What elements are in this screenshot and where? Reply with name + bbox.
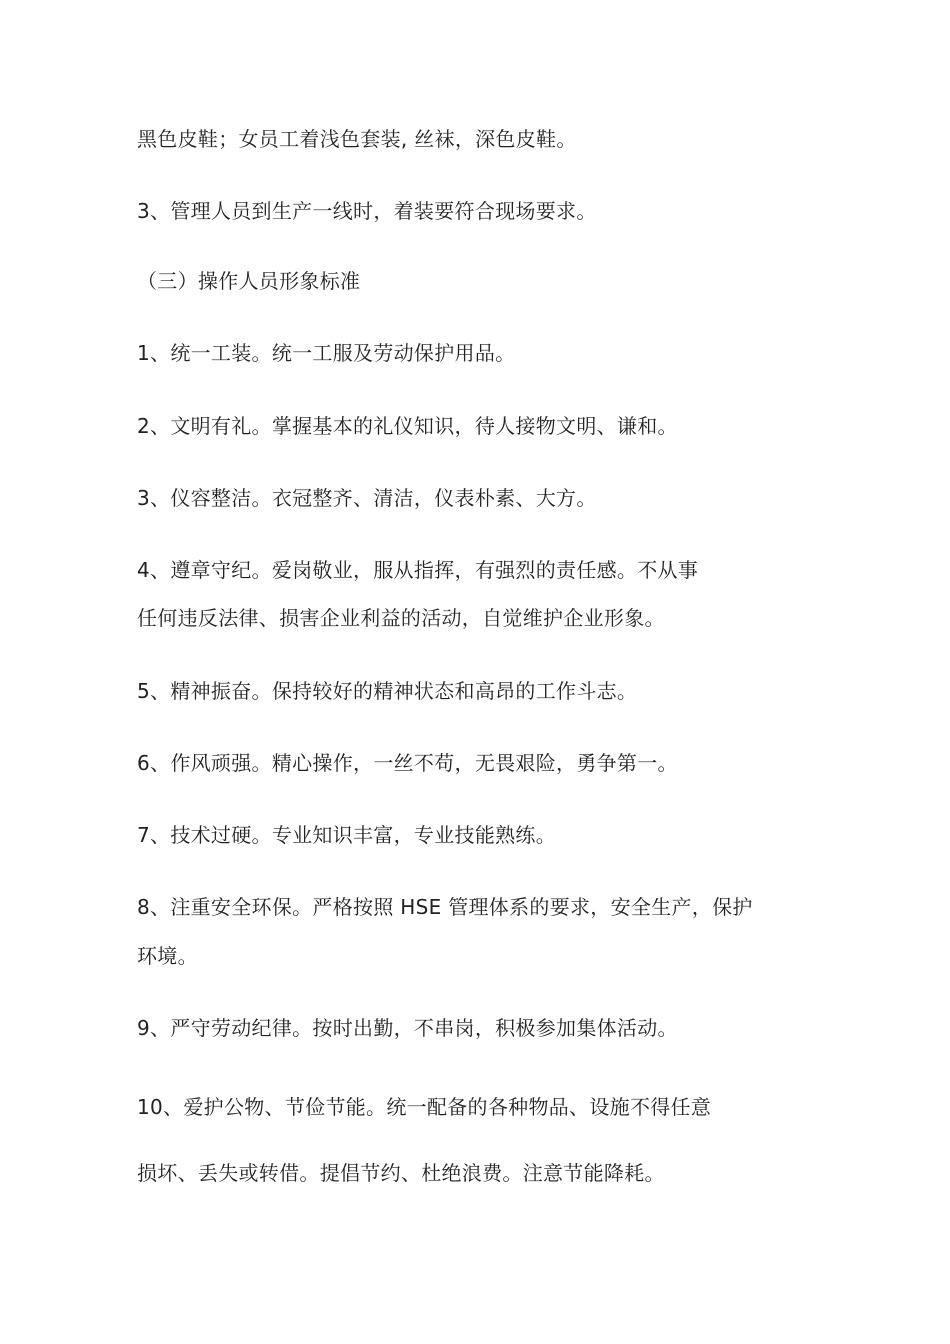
text-line: 3、管理人员到生产一线时，着装要符合现场要求。 <box>137 199 597 223</box>
section-heading: （三）操作人员形象标准 <box>137 269 361 293</box>
text-line: 9、严守劳动纪律。按时出勤，不串岗，积极参加集体活动。 <box>137 1016 678 1040</box>
text-line: 损坏、丢失或转借。提倡节约、杜绝浪费。注意节能降耗。 <box>137 1161 665 1185</box>
text-line: 4、遵章守纪。爱岗敬业，服从指挥，有强烈的责任感。不从事 <box>137 558 699 582</box>
text-line: 1、统一工装。统一工服及劳动保护用品。 <box>137 341 516 365</box>
text-line: 3、仪容整洁。衣冠整齐、清洁，仪表朴素、大方。 <box>137 486 597 510</box>
text-line: 2、文明有礼。掌握基本的礼仪知识，待人接物文明、谦和。 <box>137 414 678 438</box>
text-line: 7、技术过硬。专业知识丰富，专业技能熟练。 <box>137 823 557 847</box>
text-line: 环境。 <box>137 944 198 968</box>
text-line: 5、精神振奋。保持较好的精神状态和高昂的工作斗志。 <box>137 679 638 703</box>
text-line: 6、作风顽强。精心操作，一丝不苟，无畏艰险，勇争第一。 <box>137 751 678 775</box>
text-line: 任何违反法律、损害企业利益的活动，自觉维护企业形象。 <box>137 606 665 630</box>
text-line: 黑色皮鞋；女员工着浅色套装, 丝袜，深色皮鞋。 <box>137 127 577 151</box>
text-line: 10、爱护公物、节俭节能。统一配备的各种物品、设施不得任意 <box>137 1095 712 1119</box>
text-line: 8、注重安全环保。严格按照 HSE 管理体系的要求，安全生产，保护 <box>137 895 753 919</box>
